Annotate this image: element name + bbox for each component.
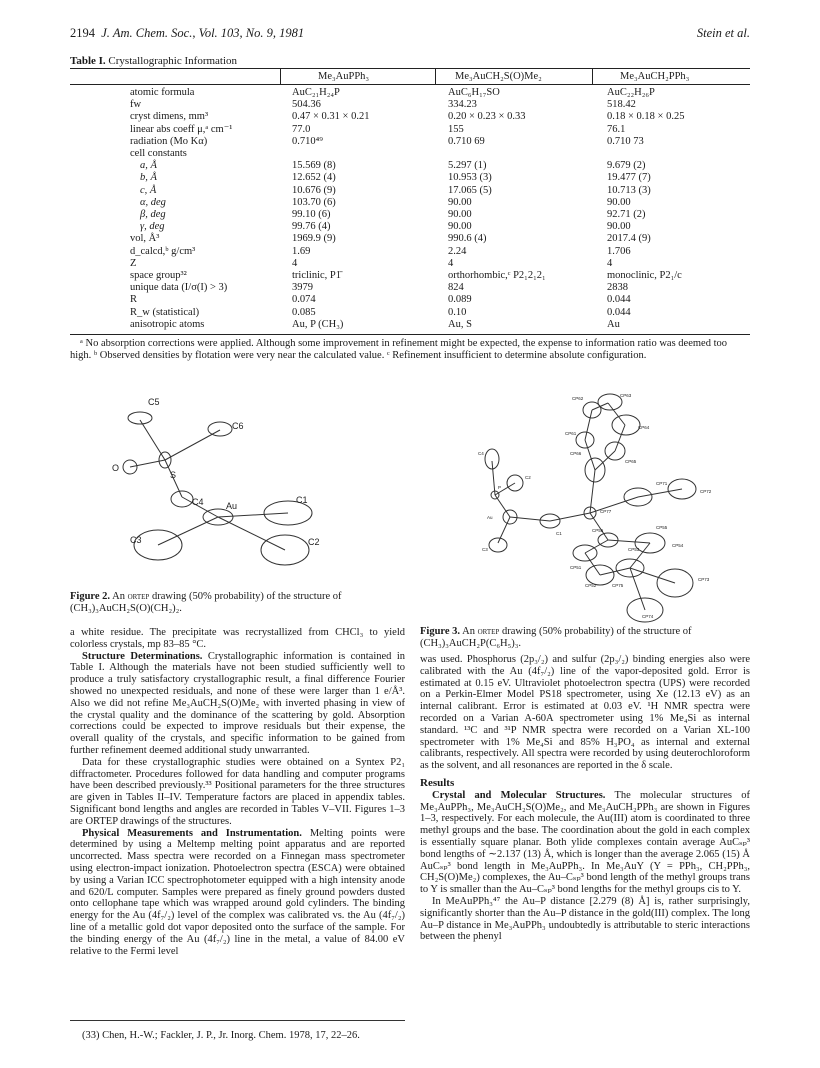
table-row [70, 210, 750, 221]
run-in-heading: Structure Determinations. [82, 650, 203, 662]
paragraph: Data for these crystallographic studies were obtained on a Syntex P2₁ diffractometer. Procedures followed for data handling and computer programs have been described previously.³³ Positional parameters for the three structures are given in Tables II–IV. Temperature factors are placed in appendix tables. Significant bond lengths and angles are recorded in Tables V–VII. Figures 1–3 are ORTEP drawings of the structures. [70, 756, 405, 827]
table-footnotes: ᵃ No absorption corrections were applied. Although some improvement in refinement might be expected, the expense to information ratio was deemed too high. ᵇ Observed densities by flotation were very near the calculated value. ᶜ Refinement insufficient to determine absolute configuration. [70, 338, 727, 361]
table-cell: 77.0 [292, 123, 311, 135]
atom-label: C2 [525, 475, 531, 480]
atom-label: CP65 [625, 459, 637, 464]
row-label: vol, Å³ [130, 233, 160, 245]
row-label: space group³² [130, 270, 187, 281]
page-number: 2194 [70, 26, 95, 40]
running-header [70, 26, 750, 46]
column-header: Me₃AuCH₂PPh₃ [620, 71, 690, 82]
right-column [420, 654, 750, 943]
table-cell: 90.00 [607, 196, 631, 208]
atom-label: CP77 [600, 509, 612, 514]
table-cell: 0.710 69 [448, 135, 485, 147]
table-row [70, 88, 750, 99]
header-divider [592, 68, 593, 84]
table-cell: 9.679 (2) [607, 160, 646, 172]
table-cell: 518.42 [607, 99, 636, 111]
atom-label: CP51 [570, 565, 582, 570]
journal-volume: Vol. 103, No. 9, 1981 [198, 26, 305, 40]
table-caption-text: Crystallographic Information [108, 55, 238, 67]
table-cell: 0.089 [448, 294, 472, 306]
row-label: γ, deg [140, 221, 165, 233]
table-cell: 0.710 73 [607, 135, 644, 147]
figure-3-ortep [420, 385, 750, 625]
table-row [70, 295, 750, 306]
paragraph: was used. Phosphorus (2p₃/₂) and sulfur (2p₃/₂) binding energies also were calibrated with the Au (4f₇/₂) line of the vapor-deposited gold. Error is estimated at 0.15 eV. Ultraviolet photoelectron spectra (UPS) were recorded on a Perkin-Elmer Model PS18 spectrometer, using Xe (12.13 eV) as an internal calibrant. Error is estimated at 0.03 eV. ¹H NMR spectra were recorded on a Varian A-60A spectrometer using 1% Me₄Si as internal standard. ¹³C and ³¹P NMR spectra were recorded on a Varian XL-100 spectrometer with 1% Me₄Si and 85% H₃PO₄ as internal and external calibrants, respectively. All spectra were recorded by using deuterochloroform as the solvent, and all resonances are reported in the δ scale. [420, 654, 750, 772]
table-cell: 17.065 (5) [448, 184, 492, 196]
table-cell: 10.713 (3) [607, 184, 651, 196]
table-cell: 99.76 (4) [292, 221, 331, 233]
figure-2-caption-text: drawing (50% probability) of the structure of (CH₃)₃AuCH₂S(O)(CH₂)₂. [70, 591, 342, 614]
atom-label: CP72 [700, 489, 712, 494]
atom-label: CP54 [672, 543, 684, 548]
table-cell: AuC₂₁H₂₄P [292, 87, 340, 98]
atom-label: CP75 [612, 583, 624, 588]
table-cell: Au [607, 318, 620, 330]
atom-label: C3 [482, 547, 488, 552]
atom-label: C1 [556, 531, 562, 536]
table-row [70, 149, 750, 160]
table-row [70, 247, 750, 258]
figure-3-caption-ortep: ortep [477, 627, 500, 637]
table-cell: 334.23 [448, 99, 477, 111]
run-in-heading: Crystal and Molecular Structures. [432, 789, 606, 801]
row-label: R [130, 294, 138, 306]
table-cell: 155 [448, 123, 464, 135]
table-cell: 4 [607, 257, 613, 269]
table-cell: 90.00 [607, 221, 631, 233]
table-cell: 0.20 × 0.23 × 0.33 [448, 111, 526, 123]
left-column [70, 627, 405, 957]
header-left: 2194 J. Am. Chem. Soc., Vol. 103, No. 9, 1981 [70, 26, 305, 40]
table-cell: 4 [292, 257, 298, 269]
table-cell: 4 [448, 257, 454, 269]
table-cell: 1.69 [292, 245, 311, 257]
row-label: cryst dimens, mm³ [130, 111, 209, 123]
atom-label: C4 [192, 497, 204, 507]
atom-label: CP53 [628, 547, 640, 552]
table-cell: 15.569 (8) [292, 160, 336, 172]
atom-label: C4 [478, 451, 484, 456]
figure-2-caption-label: Figure 2. [70, 591, 111, 602]
table-cell: 19.477 (7) [607, 172, 651, 184]
atom-label: CP62 [572, 396, 584, 401]
table-cell: 90.00 [448, 221, 472, 233]
row-label: unique data (I/σ(I) > 3) [130, 282, 228, 294]
row-label: cell constants [130, 148, 187, 159]
table-cell: 504.36 [292, 99, 321, 111]
atom-label: C3 [130, 535, 142, 545]
table-cell: 0.47 × 0.31 × 0.21 [292, 111, 370, 123]
table-row [70, 137, 750, 148]
table-cell: Au, P (CH₃) [292, 318, 344, 330]
atom-label: O [112, 463, 120, 473]
table-cell: 10.676 (9) [292, 184, 336, 196]
atom-label: Au [487, 515, 493, 520]
atom-label: CP66 [570, 451, 582, 456]
table-caption-label: Table I. [70, 55, 106, 67]
table-cell: 99.10 (6) [292, 209, 331, 220]
footnote-rule [70, 1020, 405, 1021]
table-cell: monoclinic, P2₁/c [607, 270, 682, 281]
table-cell: 0.710⁴⁹ [292, 135, 323, 147]
table-row [70, 173, 750, 184]
table-cell: 5.297 (1) [448, 160, 487, 172]
table-cell: 0.085 [292, 306, 316, 318]
atom-label: C2 [308, 537, 320, 547]
table-cell: 90.00 [448, 196, 472, 208]
atom-label: S [170, 470, 177, 480]
table-cell: 92.71 (2) [607, 209, 646, 220]
table-cell: 1.706 [607, 245, 631, 257]
row-label: atomic formula [130, 87, 195, 98]
table-cell: AuC₂₂H₂₆P [607, 87, 655, 98]
row-label: fw [130, 99, 142, 111]
table-cell: 990.6 (4) [448, 233, 487, 245]
paragraph-text: Melting points were determined by using a Meltemp melting point apparatus and are reported uncorrected. Mass spectra were recorded on a Finnegan mass spectrometer using electron-impact ionization. Photoelectron spectra (ESCA) were obtained by using a Varian ICC spectrophotometer equipped with a high intensity anode and 620/L computer. Samples were prepared as finely ground powders dusted onto cellophane tape which was wrapped around gold cylinders. The binding energy for the Au (4f₇/₂) level of the complex was calibrated vs. the Au (4f₇/₂) line of a metallic gold dot vapor deposited onto the surface of the sample. For the binding energy of the Au (4f₇/₂) line in the metal, a value of 84.00 eV relative to the Fermi level [70, 827, 405, 957]
atom-label: C6 [232, 421, 244, 431]
row-label: α, deg [140, 196, 166, 208]
run-in-heading: Physical Measurements and Instrumentation. [82, 827, 302, 839]
table-cell: 76.1 [607, 123, 626, 135]
table-cell: 12.652 (4) [292, 172, 336, 184]
table-cell: 90.00 [448, 209, 472, 220]
row-label: anisotropic atoms [130, 318, 205, 330]
column-header: Me₃AuPPh₃ [318, 71, 370, 82]
table-row [70, 271, 750, 282]
table-top-rule [70, 68, 750, 69]
row-label: d_calcd,ᵇ g/cm³ [130, 245, 196, 257]
header-divider [280, 68, 281, 84]
table-cell: 0.044 [607, 306, 631, 318]
figure-3-caption-text: drawing (50% probability) of the structure of (CH₃)₃AuCH₂P(C₆H₅)₃. [420, 626, 692, 649]
table-header-rule [70, 84, 750, 85]
table-row [70, 222, 750, 233]
table-cell: 10.953 (3) [448, 172, 492, 184]
paragraph [70, 828, 405, 958]
table-row [70, 186, 750, 197]
table-bottom-rule [70, 334, 750, 335]
atom-label: P [498, 485, 502, 490]
table-row [70, 100, 750, 111]
table-cell: orthorhombic,ᶜ P2₁2₁2₁ [448, 270, 546, 281]
atom-label: CP52 [585, 583, 597, 588]
table-cell: 3979 [292, 282, 313, 294]
row-label: β, deg [140, 209, 166, 220]
table-row [70, 259, 750, 270]
table-row [70, 320, 750, 331]
table-cell: 824 [448, 282, 464, 294]
figure-3-caption-pre: An [462, 626, 475, 637]
atom-label: CP63 [620, 393, 632, 398]
figure-3-caption-label: Figure 3. [420, 626, 461, 637]
paragraph-text: Crystallographic information is contained in Table I. Although the materials have not been studied sufficiently well to produce a truly satisfactory crystallographic result, a final difference Fourier showed no unexpected residuals, and none of these were larger than 1 e/Å³. Also we did not refine Me₃AuCH₂S(O)Me₂ with inverted phasing in view of the crystal quality and the dominance of the scattering by gold. Absorption corrections could be expected to improve residuals but their expense, the overall quality of the crystals, and specific information to be gained from further refinement deemed additional study unwarranted. [70, 650, 405, 756]
atom-label: CP71 [656, 481, 668, 486]
figure-2-caption-ortep: ortep [127, 592, 150, 602]
row-label: R_w (statistical) [130, 306, 200, 318]
atom-label: CP73 [698, 577, 710, 582]
table-cell: 0.10 [448, 306, 467, 318]
row-label: b, Å [140, 172, 157, 184]
figure-3-caption [420, 626, 750, 650]
table-caption [70, 55, 237, 67]
column-header: Me₃AuCH₂S(O)Me₂ [455, 71, 542, 82]
table-cell: 2017.4 (9) [607, 233, 651, 245]
table-cell: 0.18 × 0.18 × 0.25 [607, 111, 685, 123]
row-label: Z [130, 257, 137, 269]
paragraph-text: The molecular structures of Me₃AuPPh₃, Me₃AuCH₂S(O)Me₂, and Me₃AuCH₂PPh₃ are shown in Figures 1–3, respectively. For each molecule, the Au(III) atom is coordinated to three methyl groups and the base. The coordination about the gold in each complex is essentially square planar. Both ylide complexes contain average AuCₛₚ³ bond lengths of ∼2.137 (13) Å, which is longer than the average 2.065 (15) Å AuCₛₚ³ bond length in Me₃AuPPh₃. In Me₃AuY (Y = PPh₃, CH₂PPh₃, CH₂S(O)Me₂) complexes, the Au–Cₛₚ³ bond length of the methyl groups trans to Y is smaller than the Au–Cₛₚ³ bond lengths for the methyl groups cis to Y. [420, 789, 750, 896]
atom-label: CP55 [656, 525, 668, 530]
table-cell: Au, S [448, 318, 472, 330]
atom-label: CP64 [638, 425, 650, 430]
row-label: c, Å [140, 184, 157, 196]
paragraph: In MeAuPPh₃⁴⁷ the Au–P distance [2.279 (8) Å] is, rather surprisingly, significantly shorter than the Au–P distance in the gold(III) complex. The long Au–P distance in Me₃AuPPh₃ undoubtedly is attributable to steric interactions between the phenyl [420, 895, 750, 943]
atom-label: CP56 [592, 528, 604, 533]
table-row [70, 125, 750, 136]
atom-label: C1 [296, 495, 308, 505]
table-row [70, 308, 750, 319]
figure-2-caption [70, 591, 405, 615]
figure-2-caption-pre: An [112, 591, 125, 602]
header-divider [435, 68, 436, 84]
paragraph [70, 651, 405, 757]
atom-label: CP61 [565, 431, 577, 436]
table-cell: 2838 [607, 282, 628, 294]
table-row [70, 283, 750, 294]
row-label: a, Å [140, 160, 157, 172]
reference-footnote: (33) Chen, H.-W.; Fackler, J. P., Jr. Inorg. Chem. 1978, 17, 22–26. [82, 1030, 360, 1041]
atom-label: CP74 [642, 614, 654, 619]
table-row [70, 198, 750, 209]
table-row [70, 161, 750, 172]
table-cell: 2.24 [448, 245, 467, 257]
paragraph [420, 790, 750, 896]
running-author: Stein et al. [696, 26, 750, 40]
table-cell: triclinic, P1̄ [292, 270, 341, 281]
figure-2-ortep [70, 385, 405, 610]
table-row [70, 234, 750, 245]
section-heading: Results [420, 776, 455, 789]
table-cell: 103.70 (6) [292, 196, 336, 208]
table-cell: 0.044 [607, 294, 631, 306]
paragraph: a white residue. The precipitate was recrystallized from CHCl₃ to yield colorless crystals, mp 83–85 °C. [70, 627, 405, 650]
row-label: linear abs coeff μ,ᵃ cm⁻¹ [130, 123, 233, 135]
table-row [70, 112, 750, 123]
journal-name: J. Am. Chem. Soc. [101, 26, 193, 40]
atom-label: C5 [148, 397, 160, 407]
atom-label: Au [226, 501, 238, 511]
table-cell: 0.074 [292, 294, 316, 306]
row-label: radiation (Mo Kα) [130, 135, 208, 147]
table-cell: 1969.9 (9) [292, 233, 336, 245]
table-cell: AuC₆H₁₇SO [448, 87, 500, 98]
